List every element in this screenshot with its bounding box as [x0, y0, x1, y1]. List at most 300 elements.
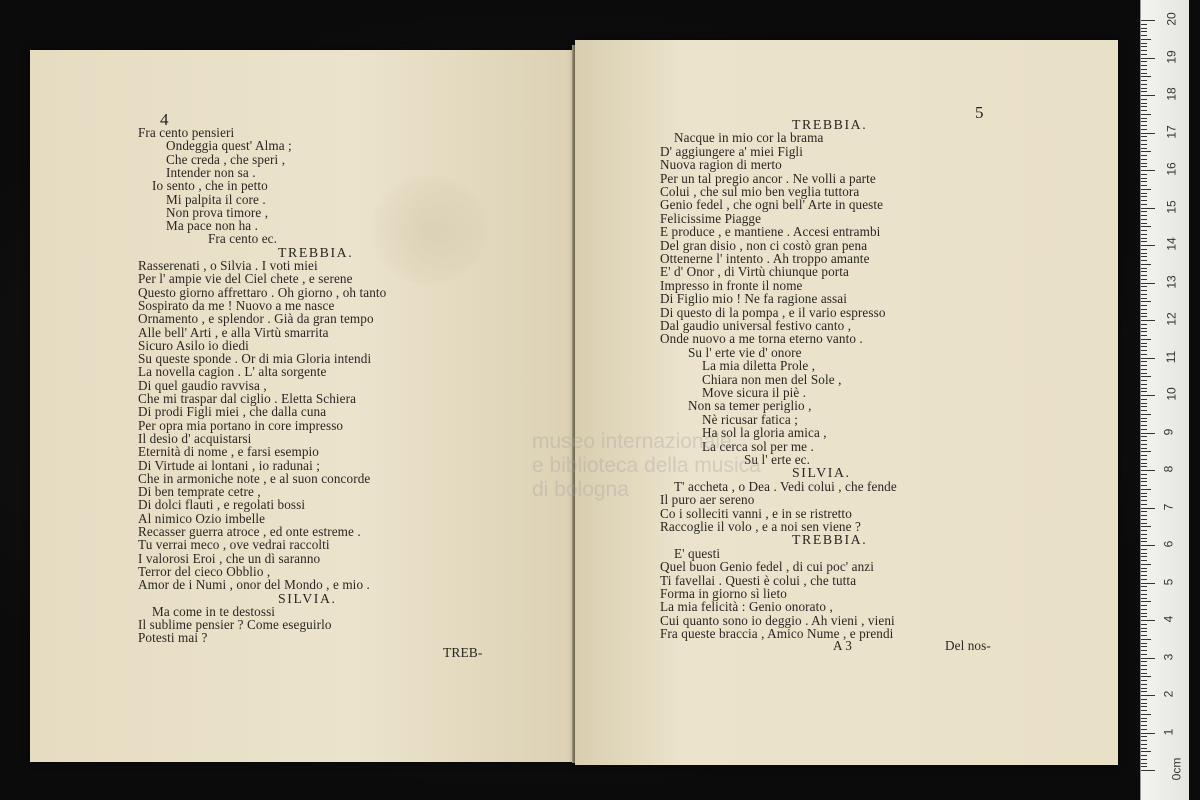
ruler-minor-tick: [1141, 65, 1147, 66]
ruler-minor-tick: [1141, 590, 1147, 591]
verse-line: E' d' Onor , di Virtù chiunque porta: [660, 264, 849, 280]
ruler-minor-tick: [1141, 54, 1147, 55]
ruler-tick: [1141, 133, 1155, 134]
ruler-minor-tick: [1141, 448, 1147, 449]
ruler-minor-tick: [1141, 144, 1147, 145]
ruler-minor-tick: [1141, 204, 1147, 205]
verse-line: La mia diletta Prole ,: [702, 358, 816, 374]
ruler-minor-tick: [1141, 185, 1147, 186]
ruler-minor-tick: [1141, 230, 1147, 231]
verse-line: Il desio d' acquistarsi: [138, 430, 252, 446]
verse-line: Fra cento ec.: [208, 231, 278, 247]
ruler-minor-tick: [1141, 451, 1151, 452]
ruler-minor-tick: [1141, 436, 1147, 437]
ruler-minor-tick: [1141, 268, 1147, 269]
ruler-minor-tick: [1141, 485, 1147, 486]
ruler-minor-tick: [1141, 766, 1147, 767]
ruler-minor-tick: [1141, 35, 1147, 36]
ruler-minor-tick: [1141, 31, 1147, 32]
ruler-minor-tick: [1141, 223, 1147, 224]
bleed-through-ornament: [370, 175, 490, 285]
ruler-minor-tick: [1141, 234, 1147, 235]
ruler-minor-tick: [1141, 418, 1147, 419]
ruler-minor-tick: [1141, 76, 1151, 77]
ruler-minor-tick: [1141, 729, 1147, 730]
ruler-minor-tick: [1141, 605, 1147, 606]
ruler-minor-tick: [1141, 331, 1147, 332]
verse-line: E produce , e mantiene . Accesi entrambi: [660, 224, 881, 240]
verse-line: Io sento , che in petto: [152, 178, 268, 194]
ruler-minor-tick: [1141, 211, 1147, 212]
ruler-minor-tick: [1141, 444, 1147, 445]
ruler-tick: [1141, 170, 1155, 171]
ruler-minor-tick: [1141, 710, 1147, 711]
verse-line: Su queste sponde . Or di mia Gloria intendi: [138, 351, 372, 367]
verse-line: Ondeggia quest' Alma ;: [166, 138, 292, 154]
ruler-minor-tick: [1141, 174, 1147, 175]
verse-line: Tu verrai meco , ove vedrai raccolti: [138, 537, 330, 553]
ruler-tick: [1141, 583, 1155, 584]
ruler-minor-tick: [1141, 740, 1147, 741]
ruler-minor-tick: [1141, 140, 1147, 141]
ruler-minor-tick: [1141, 598, 1147, 599]
verse-line: Di Virtude ai lontani , io radunai ;: [138, 457, 321, 473]
verse-line: Co i solleciti vanni , e in se ristretto: [660, 505, 852, 521]
verse-line: Di Figlio mio ! Ne fa ragione assai: [660, 291, 847, 307]
ruler-tick: [1141, 208, 1155, 209]
ruler-minor-tick: [1141, 110, 1147, 111]
ruler-minor-tick: [1141, 676, 1151, 677]
ruler-tick: [1141, 545, 1155, 546]
ruler-minor-tick: [1141, 714, 1151, 715]
ruler-minor-tick: [1141, 466, 1147, 467]
left-catchword: TREB-: [443, 645, 483, 660]
verse-line: Felicissime Piagge: [660, 210, 762, 226]
right-page-number: 5: [975, 103, 984, 122]
ruler-minor-tick: [1141, 680, 1147, 681]
verse-line: Per opra mia portano in core impresso: [138, 417, 344, 433]
verse-line: Per l' ampie vie del Ciel chete , e serene: [138, 271, 353, 287]
ruler-minor-tick: [1141, 166, 1147, 167]
ruler-minor-tick: [1141, 121, 1147, 122]
ruler-number: 16: [1164, 162, 1179, 176]
verse-line: D' aggiungere a' miei Figli: [660, 143, 803, 159]
ruler-number: 18: [1164, 87, 1179, 101]
verse-line: Nè ricusar fatica ;: [702, 411, 798, 427]
ruler-minor-tick: [1141, 553, 1147, 554]
verse-line: Recasser guerra atroce , ed onte estreme .: [138, 524, 361, 539]
ruler-number: 10: [1164, 387, 1179, 401]
verse-line: Sicuro Asilo io diedi: [138, 337, 249, 353]
ruler-minor-tick: [1141, 200, 1147, 201]
ruler-minor-tick: [1141, 181, 1147, 182]
verse-line: Alle bell' Arti , e alla Virtù smarrita: [138, 324, 329, 340]
ruler-number: 9: [1161, 428, 1176, 435]
ruler-minor-tick: [1141, 594, 1147, 595]
ruler-minor-tick: [1141, 61, 1147, 62]
verse-line: Move sicura il piè .: [702, 385, 807, 400]
ruler-minor-tick: [1141, 601, 1151, 602]
ruler-minor-tick: [1141, 635, 1147, 636]
ruler-minor-tick: [1141, 706, 1147, 707]
ruler-minor-tick: [1141, 609, 1147, 610]
verse-line: Di ben temprate cetre ,: [138, 484, 261, 500]
ruler-minor-tick: [1141, 575, 1147, 576]
ruler-minor-tick: [1141, 249, 1147, 250]
ruler-minor-tick: [1141, 414, 1151, 415]
speaker-heading: TREBBIA.: [792, 532, 868, 548]
ruler-minor-tick: [1141, 384, 1147, 385]
verse-line: Amor de i Numi , onor del Mondo , e mio .: [138, 577, 370, 593]
left-page-number: 4: [160, 110, 169, 129]
verse-line: Terror del cieco Obblio ,: [138, 563, 271, 579]
ruler-minor-tick: [1141, 350, 1147, 351]
ruler-minor-tick: [1141, 406, 1147, 407]
right-page: [575, 40, 1118, 765]
ruler-minor-tick: [1141, 538, 1147, 539]
verse-line: Di dolci flauti , e regolati bossi: [138, 497, 306, 513]
ruler-number: 20: [1164, 12, 1179, 26]
ruler-minor-tick: [1141, 376, 1151, 377]
ruler-minor-tick: [1141, 46, 1147, 47]
ruler-minor-tick: [1141, 399, 1147, 400]
ruler-minor-tick: [1141, 369, 1147, 370]
ruler-tick: [1141, 320, 1155, 321]
ruler-minor-tick: [1141, 560, 1147, 561]
ruler-number: 13: [1164, 274, 1179, 289]
ruler-minor-tick: [1141, 215, 1147, 216]
ruler-minor-tick: [1141, 103, 1147, 104]
ruler-tick: [1141, 395, 1155, 396]
verse-line: Genio fedel , che ogni bell' Arte in queste: [660, 197, 884, 213]
ruler-minor-tick: [1141, 305, 1147, 306]
ruler-minor-tick: [1141, 73, 1147, 74]
ruler-minor-tick: [1141, 193, 1147, 194]
ruler-minor-tick: [1141, 571, 1147, 572]
ruler-minor-tick: [1141, 339, 1151, 340]
verse-line: Impresso in fronte il nome: [660, 277, 803, 293]
ruler-minor-tick: [1141, 665, 1147, 666]
ruler-minor-tick: [1141, 624, 1147, 625]
ruler-minor-tick: [1141, 616, 1147, 617]
verse-line: Ha sol la gloria amica ,: [702, 425, 827, 441]
verse-line: T' accheta , o Dea . Vedi colui , che fende: [674, 478, 897, 494]
ruler-minor-tick: [1141, 189, 1151, 190]
verse-line: Potesti mai ?: [138, 630, 208, 646]
verse-line: Eternità di nome , e farsi esempio: [138, 444, 320, 460]
measuring-ruler: [1140, 0, 1189, 800]
ruler-minor-tick: [1141, 163, 1147, 164]
ruler-minor-tick: [1141, 673, 1147, 674]
verse-line: Forma in giorno sì lieto: [660, 586, 787, 601]
ruler-number: 6: [1161, 540, 1176, 548]
ruler-minor-tick: [1141, 736, 1147, 737]
ruler-minor-tick: [1141, 568, 1147, 569]
ruler-tick: [1141, 358, 1155, 359]
ruler-minor-tick: [1141, 500, 1147, 501]
ruler-minor-tick: [1141, 106, 1147, 107]
ruler-minor-tick: [1141, 669, 1147, 670]
verse-line: Sospirato da me ! Nuovo a me nasce: [138, 297, 335, 313]
ruler-minor-tick: [1141, 703, 1147, 704]
ruler-minor-tick: [1141, 751, 1151, 752]
verse-line: Nuova ragion di merto: [660, 157, 782, 173]
ruler-tick: [1141, 658, 1155, 659]
library-watermark: [532, 430, 761, 502]
verse-line: La mia felicità : Genio onorato ,: [660, 599, 833, 615]
left-page: [30, 50, 575, 762]
ruler-minor-tick: [1141, 403, 1147, 404]
ruler-minor-tick: [1141, 290, 1147, 291]
ruler-minor-tick: [1141, 324, 1147, 325]
ruler-minor-tick: [1141, 556, 1147, 557]
ruler-minor-tick: [1141, 316, 1147, 317]
ruler-minor-tick: [1141, 530, 1147, 531]
ruler-minor-tick: [1141, 718, 1147, 719]
ruler-minor-tick: [1141, 380, 1147, 381]
ruler-minor-tick: [1141, 151, 1151, 152]
ruler-minor-tick: [1141, 114, 1151, 115]
ruler-tick: [1141, 508, 1155, 509]
ruler-minor-tick: [1141, 298, 1147, 299]
ruler-minor-tick: [1141, 519, 1147, 520]
ruler-minor-tick: [1141, 99, 1147, 100]
ruler-minor-tick: [1141, 504, 1147, 505]
ruler-minor-tick: [1141, 515, 1147, 516]
watermark-line: e biblioteca della musica: [532, 454, 761, 477]
ruler-minor-tick: [1141, 346, 1147, 347]
verse-line: Per un tal pregio ancor . Ne volli a parte: [660, 170, 876, 186]
ruler-minor-tick: [1141, 586, 1147, 587]
ruler-minor-tick: [1141, 523, 1147, 524]
ruler-minor-tick: [1141, 69, 1147, 70]
verse-line: Rasserenati , o Silvia . I voti miei: [138, 258, 318, 273]
ruler-tick: [1141, 95, 1155, 96]
ruler-tick: [1141, 58, 1155, 59]
ruler-minor-tick: [1141, 511, 1147, 512]
verse-line: Ottenerne l' intento . Ah troppo amante: [660, 251, 870, 266]
verse-line: Quel buon Genio fedel , di cui poc' anzi: [660, 559, 875, 575]
ruler-minor-tick: [1141, 91, 1147, 92]
ruler-tick: [1141, 433, 1155, 434]
verse-line: La novella cagion . L' alta sorgente: [138, 364, 327, 380]
ruler-minor-tick: [1141, 455, 1147, 456]
ruler-minor-tick: [1141, 238, 1147, 239]
ruler-number: 0cm: [1169, 757, 1184, 781]
ruler-minor-tick: [1141, 388, 1147, 389]
verse-line: Su l' erte ec.: [744, 452, 811, 467]
ruler-minor-tick: [1141, 725, 1147, 726]
ruler-minor-tick: [1141, 688, 1147, 689]
ruler-minor-tick: [1141, 361, 1147, 362]
ruler-minor-tick: [1141, 43, 1147, 44]
ruler-minor-tick: [1141, 440, 1147, 441]
ruler-minor-tick: [1141, 39, 1151, 40]
verse-line: Su l' erte vie d' onore: [688, 344, 802, 360]
verse-line: Nacque in mio cor la brama: [674, 130, 824, 146]
ruler-minor-tick: [1141, 260, 1147, 261]
speaker-heading: TREBBIA.: [278, 244, 354, 260]
ruler-minor-tick: [1141, 256, 1147, 257]
verse-line: Il puro aer sereno: [660, 492, 755, 508]
verse-line: Di quel gaudio ravvisa ,: [138, 377, 267, 393]
verse-line: Raccoglie il volo , e a noi sen viene ?: [660, 519, 861, 534]
ruler-minor-tick: [1141, 421, 1147, 422]
verse-line: Dal gaudio universal festivo canto ,: [660, 318, 852, 333]
ruler-minor-tick: [1141, 118, 1147, 119]
ruler-minor-tick: [1141, 410, 1147, 411]
verse-line: Ma come in te destossi: [152, 603, 276, 619]
ruler-minor-tick: [1141, 309, 1147, 310]
ruler-minor-tick: [1141, 646, 1147, 647]
ruler-minor-tick: [1141, 481, 1147, 482]
ruler-number: 17: [1164, 124, 1179, 139]
ruler-number: 11: [1164, 350, 1179, 363]
ruler-minor-tick: [1141, 496, 1147, 497]
verse-line: Ma pace non ha .: [166, 218, 259, 234]
ruler-minor-tick: [1141, 136, 1147, 137]
verse-line: Questo giorno affrettaro . Oh giorno , oh tanto: [138, 284, 387, 300]
ruler-minor-tick: [1141, 226, 1151, 227]
ruler-minor-tick: [1141, 129, 1147, 130]
ruler-minor-tick: [1141, 628, 1147, 629]
ruler-minor-tick: [1141, 279, 1147, 280]
ruler-number: 15: [1164, 199, 1179, 214]
ruler-tick: [1141, 770, 1155, 771]
verse-line: Il sublime pensier ? Come eseguirlo: [138, 617, 332, 633]
ruler-tick: [1141, 283, 1155, 284]
ruler-minor-tick: [1141, 28, 1147, 29]
verse-line: Non prova timore ,: [166, 204, 269, 220]
verse-line: Ti favellai . Questi è colui , che tutta: [660, 572, 857, 588]
ruler-minor-tick: [1141, 391, 1147, 392]
ruler-minor-tick: [1141, 748, 1147, 749]
verse-line: Ornamento , e splendor . Già da gran tempo: [138, 311, 374, 327]
ruler-minor-tick: [1141, 661, 1147, 662]
ruler-minor-tick: [1141, 691, 1147, 692]
ruler-minor-tick: [1141, 654, 1147, 655]
ruler-number: 8: [1161, 465, 1176, 473]
ruler-minor-tick: [1141, 148, 1147, 149]
verse-line: Colui , che sul mio ben veglia tuttora: [660, 184, 860, 199]
ruler-minor-tick: [1141, 684, 1147, 685]
ruler-number: 2: [1161, 690, 1176, 698]
ruler-minor-tick: [1141, 478, 1147, 479]
ruler-tick: [1141, 20, 1155, 21]
ruler-minor-tick: [1141, 463, 1147, 464]
ruler-minor-tick: [1141, 88, 1147, 89]
ruler-minor-tick: [1141, 526, 1151, 527]
speaker-heading: SILVIA.: [278, 590, 337, 606]
watermark-line: di bologna: [532, 478, 629, 501]
verse-line: Al nimico Ozio imbelle: [138, 510, 266, 526]
ruler-tick: [1141, 620, 1155, 621]
ruler-minor-tick: [1141, 50, 1147, 51]
ruler-minor-tick: [1141, 373, 1147, 374]
ruler-minor-tick: [1141, 425, 1147, 426]
ruler-minor-tick: [1141, 744, 1147, 745]
verse-line: Che mi traspar dal ciglio . Eletta Schiera: [138, 391, 357, 406]
ruler-minor-tick: [1141, 613, 1147, 614]
verse-line: Non sa temer periglio ,: [688, 398, 812, 414]
ruler-minor-tick: [1141, 474, 1147, 475]
ruler-minor-tick: [1141, 564, 1151, 565]
ruler-minor-tick: [1141, 459, 1147, 460]
ruler-minor-tick: [1141, 763, 1147, 764]
right-signature-mark: A 3: [833, 638, 852, 653]
ruler-tick: [1141, 470, 1155, 471]
ruler-minor-tick: [1141, 759, 1147, 760]
ruler-minor-tick: [1141, 241, 1147, 242]
ruler-number: 3: [1161, 653, 1176, 660]
ruler-minor-tick: [1141, 354, 1147, 355]
ruler-number: 12: [1164, 312, 1179, 326]
ruler-minor-tick: [1141, 365, 1147, 366]
ruler-minor-tick: [1141, 429, 1147, 430]
ruler-minor-tick: [1141, 271, 1147, 272]
ruler-minor-tick: [1141, 541, 1147, 542]
verse-line: Del gran disio , non ci costò gran pena: [660, 237, 868, 253]
speaker-heading: SILVIA.: [792, 465, 851, 481]
ruler-minor-tick: [1141, 643, 1147, 644]
ruler-minor-tick: [1141, 301, 1151, 302]
ruler-minor-tick: [1141, 178, 1147, 179]
ruler-minor-tick: [1141, 275, 1147, 276]
ruler-minor-tick: [1141, 24, 1147, 25]
verse-line: Intender non sa .: [166, 164, 256, 180]
ruler-minor-tick: [1141, 80, 1147, 81]
verse-line: Che creda , che speri ,: [166, 151, 286, 167]
ruler-minor-tick: [1141, 650, 1147, 651]
ruler-minor-tick: [1141, 343, 1147, 344]
verse-line: Fra cento pensieri: [138, 125, 235, 140]
ruler-minor-tick: [1141, 159, 1147, 160]
ruler-minor-tick: [1141, 493, 1147, 494]
ruler-minor-tick: [1141, 196, 1147, 197]
ruler-minor-tick: [1141, 286, 1147, 287]
ruler-minor-tick: [1141, 534, 1147, 535]
verse-line: Cui quanto sono io deggio . Ah vieni , vieni: [660, 612, 895, 628]
ruler-minor-tick: [1141, 489, 1151, 490]
ruler-number: 7: [1161, 503, 1176, 510]
ruler-minor-tick: [1141, 264, 1151, 265]
ruler-minor-tick: [1141, 549, 1147, 550]
verse-line: Onde nuovo a me torna eterno vanto .: [660, 331, 863, 347]
ruler-number: 5: [1161, 578, 1176, 585]
ruler-number: 4: [1161, 615, 1176, 623]
verse-line: Di prodi Figli miei , che dalla cuna: [138, 404, 327, 420]
verse-line: Chiara non men del Sole ,: [702, 371, 842, 387]
ruler-minor-tick: [1141, 639, 1151, 640]
ruler-number: 19: [1164, 49, 1179, 64]
ruler-number: 1: [1161, 728, 1176, 735]
watermark-line: museo internazionale: [532, 430, 732, 453]
ruler-minor-tick: [1141, 328, 1147, 329]
ruler-number: 14: [1164, 237, 1179, 251]
verse-line: I valorosi Eroi , che un dì saranno: [138, 550, 321, 566]
speaker-heading: TREBBIA.: [792, 117, 868, 132]
right-catchword: Del nos-: [945, 638, 991, 653]
ruler-minor-tick: [1141, 84, 1147, 85]
ruler-minor-tick: [1141, 155, 1147, 156]
verse-line: Che in armoniche note , e al suon concorde: [138, 470, 371, 486]
ruler-minor-tick: [1141, 579, 1147, 580]
ruler-minor-tick: [1141, 755, 1147, 756]
ruler-minor-tick: [1141, 313, 1147, 314]
ruler-tick: [1141, 733, 1155, 734]
ruler-minor-tick: [1141, 699, 1147, 700]
ruler-minor-tick: [1141, 631, 1147, 632]
